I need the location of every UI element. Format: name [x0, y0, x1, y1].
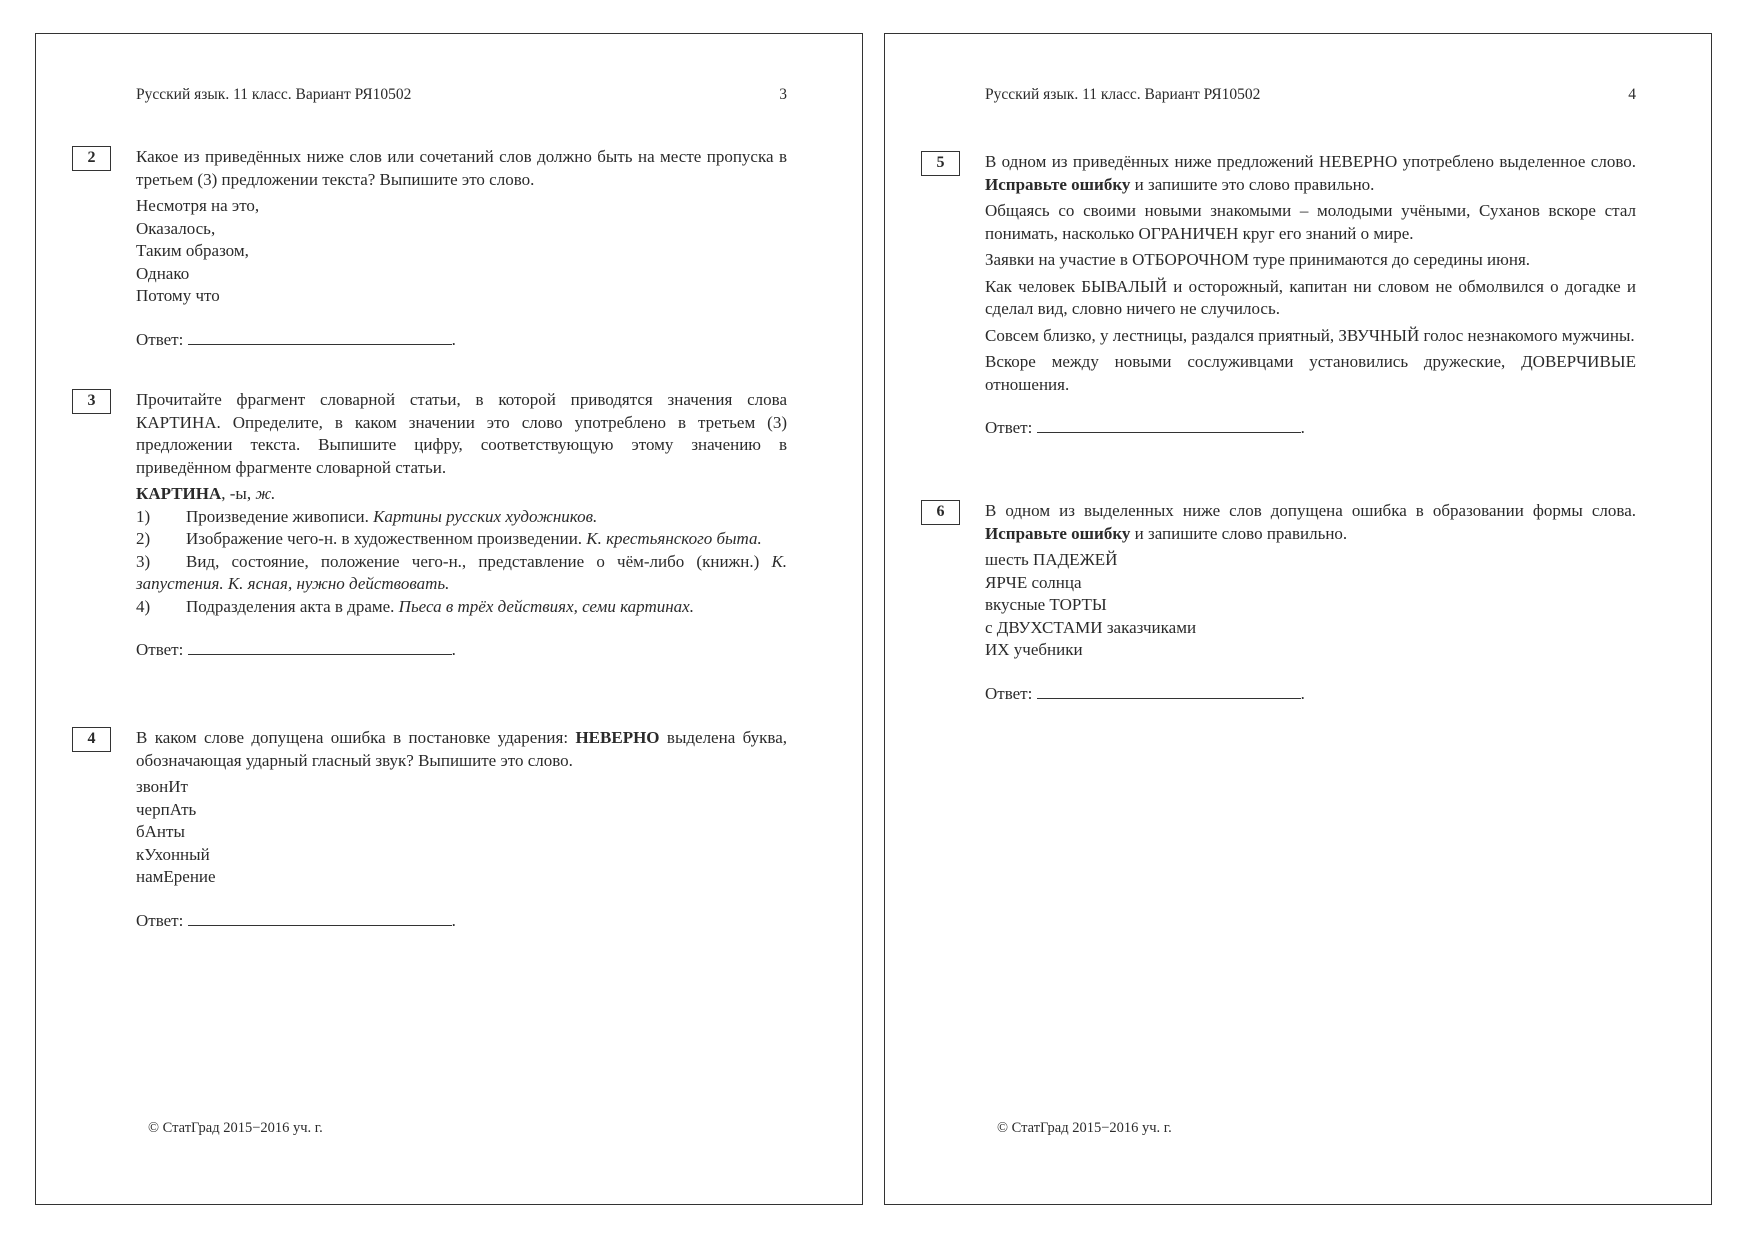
page-number: 3: [779, 86, 787, 103]
page-header: [985, 86, 1636, 104]
definition: 4) Подразделения акта в драме. Пьеса в трёх действиях, семи картинах.: [136, 596, 694, 616]
answer-label: Ответ:: [985, 418, 1033, 437]
sentence: Вскоре между новыми сослуживцами установились дружеские, ДОВЕРЧИВЫЕ отношения.: [985, 352, 1636, 394]
task-4: [87, 727, 787, 932]
sentence: Как человек БЫВАЛЫЙ и осторожный, капитан ни словом не обмолвился о догадке и сделал вид, словно ничего не случилось.: [985, 276, 1636, 318]
sentence: Заявки на участие в ОТБОРОЧНОМ туре принимаются до середины июня.: [985, 250, 1531, 269]
answer-row: Ответ: .: [136, 640, 456, 659]
option: с ДВУХСТАМИ заказчиками: [985, 617, 1197, 637]
answer-field[interactable]: [188, 911, 452, 926]
option: Потому что: [136, 286, 220, 305]
page-number: 4: [1628, 86, 1636, 103]
option: Оказалось,: [136, 218, 216, 238]
headword-gender: ж.: [255, 484, 276, 503]
task-number-box: 6: [921, 500, 960, 525]
task-number-box: 3: [72, 389, 111, 414]
sentence: Общаясь со своими новыми знакомыми – молодыми учёными, Суханов вскоре стал понимать, насколько ОГРАНИЧЕН круг его знаний о мире.: [985, 201, 1636, 243]
option: черпАть: [136, 799, 197, 819]
task-question: В каком слове допущена ошибка в постановке ударения: НЕВЕРНО выделена буква, обозначающая ударный гласный звук? Выпишите это слово.: [136, 728, 787, 770]
right-page: [884, 33, 1712, 1205]
task-question: Прочитайте фрагмент словарной статьи, в которой приводятся значения слова КАРТИНА. Определите, в каком значении это слово употреблено в третьем (3) предложении текста. Выпишите цифру, соответствующую этому значению в приведённом фрагменте словарной статьи.: [136, 390, 787, 477]
option: ИХ учебники: [985, 640, 1083, 659]
task-2: [87, 146, 787, 351]
definition: 3) Вид, состояние, положение чего-н., представление о чём-либо (книжн.) К. запустения. К. ясная, нужно действовать.: [136, 551, 787, 593]
answer-row: Ответ: .: [136, 329, 456, 349]
answer-label: Ответ:: [136, 640, 184, 659]
option: Несмотря на это,: [136, 196, 260, 215]
dictionary-headword: [136, 483, 787, 506]
task-question: В одном из приведённых ниже предложений НЕВЕРНО употреблено выделенное слово. Исправьте ошибку и запишите это слово правильно.: [985, 152, 1636, 194]
answer-field[interactable]: [188, 330, 452, 345]
answer-label: Ответ:: [985, 683, 1033, 703]
option: ЯРЧЕ солнца: [985, 572, 1082, 592]
option: Таким образом,: [136, 241, 249, 260]
option: вкусные ТОРТЫ: [985, 595, 1107, 614]
option: кУхонный: [136, 844, 210, 864]
task-3: [87, 389, 787, 662]
answer-label: Ответ:: [136, 910, 184, 930]
definition: 1) Произведение живописи. Картины русских художников.: [136, 506, 598, 526]
task-number-box: 4: [72, 727, 111, 752]
page-footer: © СтатГрад 2015−2016 уч. г.: [148, 1120, 323, 1136]
headword-grammar: , -ы,: [221, 484, 256, 503]
task-6: [936, 500, 1636, 705]
answer-field[interactable]: [1037, 418, 1301, 433]
option: шесть ПАДЕЖЕЙ: [985, 550, 1118, 569]
task-number-box: 5: [921, 151, 960, 176]
task-5: [936, 151, 1636, 440]
task-question: В одном из выделенных ниже слов допущена ошибка в образовании формы слова. Исправьте ошибку и запишите слово правильно.: [985, 501, 1636, 543]
sentence: Совсем близко, у лестницы, раздался приятный, ЗВУЧНЫЙ голос незнакомого мужчины.: [985, 325, 1635, 345]
answer-label: Ответ:: [136, 329, 184, 349]
option: бАнты: [136, 822, 185, 841]
task-number-box: 2: [72, 146, 111, 171]
task-question: Какое из приведённых ниже слов или сочетаний слов должно быть на месте пропуска в третьем (3) предложении текста? Выпишите это слово.: [136, 147, 787, 189]
headword: КАРТИНА: [136, 484, 222, 503]
header-title: Русский язык. 11 класс. Вариант РЯ10502: [985, 86, 1261, 103]
left-page: [35, 33, 863, 1205]
header-title: Русский язык. 11 класс. Вариант РЯ10502: [136, 86, 412, 103]
answer-field[interactable]: [188, 640, 452, 655]
option: намЕрение: [136, 867, 216, 886]
page-footer: © СтатГрад 2015−2016 уч. г.: [997, 1120, 1172, 1136]
definition: 2) Изображение чего-н. в художественном произведении. К. крестьянского быта.: [136, 529, 762, 548]
answer-row: Ответ: .: [985, 683, 1305, 703]
answer-field[interactable]: [1037, 684, 1301, 699]
option: Однако: [136, 263, 190, 283]
page-header: [136, 86, 787, 104]
answer-row: Ответ: .: [985, 418, 1305, 437]
answer-row: Ответ: .: [136, 910, 456, 930]
option: звонИт: [136, 777, 188, 796]
